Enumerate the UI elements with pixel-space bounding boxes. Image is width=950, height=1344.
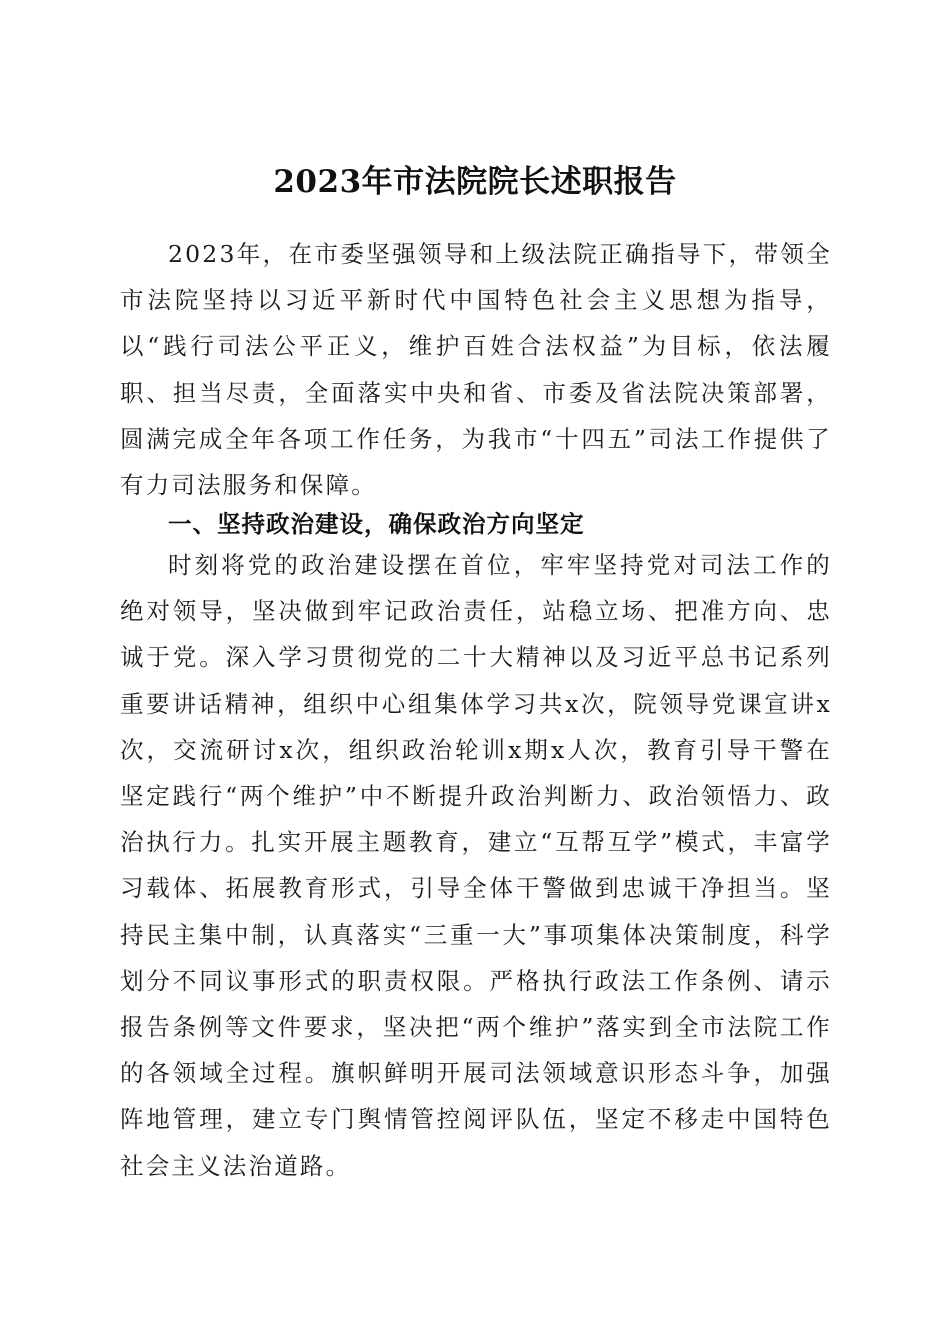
section-paragraph-1: 时刻将党的政治建设摆在首位，牢牢坚持党对司法工作的绝对领导，坚决做到牢记政治责任，站稳立场、把准方向、忠诚于党。深入学习贯彻党的二十大精神以及习近平总书记系列重要讲话精神，组织中心组集体学习共x次，院领导党课宣讲x次，交流研讨x次，组织政治轮训x期x人次，教育引导干警在坚定践行“两个维护”中不断提升政治判断力、政治领悟力、政治执行力。扎实开展主题教育，建立“互帮互学”模式，丰富学习载体、拓展教育形式，引导全体干警做到忠诚干净担当。坚持民主集中制，认真落实“三重一大”事项集体决策制度，科学划分不同议事形式的职责权限。严格执行政法工作条例、请示报告条例等文件要求，坚决把“两个维护”落实到全市法院工作的各领域全过程。旗帜鲜明开展司法领域意识形态斗争，加强阵地管理，建立专门舆情管控阅评队伍，坚定不移走中国特色社会主义法治道路。 xyxy=(120,551,832,1180)
intro-paragraph: 2023年，在市委坚强领导和上级法院正确指导下，带领全市法院坚持以习近平新时代中国特色社会主义思想为指导，以“践行司法公平正义，维护百姓合法权益”为目标，依法履职、担当尽责，全面落实中央和省、市委及省法院决策部署，圆满完成全年各项工作任务，为我市“十四五”司法工作提供了有力司法服务和保障。 xyxy=(120,240,832,500)
section-heading-1: 一、坚持政治建设，确保政治方向坚定 xyxy=(168,510,585,538)
document-title: 2023年市法院院长述职报告 xyxy=(273,163,677,200)
